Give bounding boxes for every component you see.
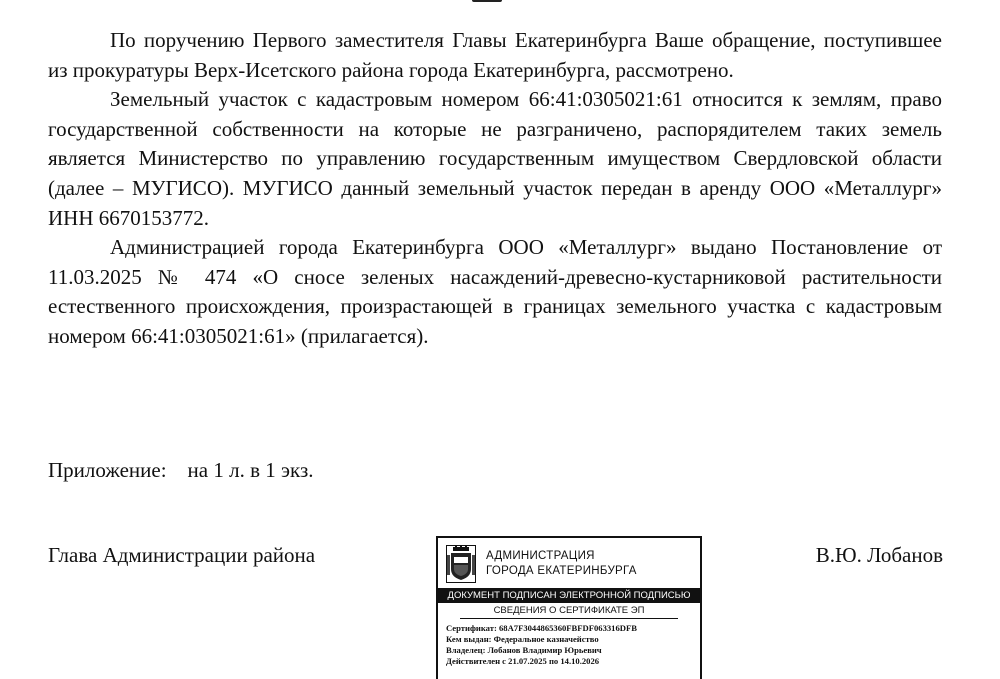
electronic-signature-stamp [436,536,702,679]
stamp-signed-banner: ДОКУМЕНТ ПОДПИСАН ЭЛЕКТРОННОЙ ПОДПИСЬЮ [438,588,700,603]
stamp-issuer: Кем выдан: Федеральное казначейство [446,634,599,644]
signer-position: Глава Администрации района [48,543,316,567]
stamp-certificate-number: Сертификат: 68A7F3044865360FBFDF063316DFB [446,623,637,633]
stamp-validity: Действителен с 21.07.2025 по 14.10.2026 [446,656,600,666]
page-top-edge-fragment [472,0,502,2]
stamp-details [438,619,700,667]
stamp-org-line-2: ГОРОДА ЕКАТЕРИНБУРГА [486,565,637,577]
stamp-owner: Владелец: Лобанов Владимир Юрьевич [446,645,602,655]
city-coat-of-arms-icon [446,545,476,583]
paragraph-1: По поручению Первого заместителя Главы Екатеринбурга Ваше обращение, поступившее из прокуратуры Верх-Исетского района города Екатеринбурга, рассмотрено. [48,28,942,82]
stamp-organization [486,549,637,579]
signer-name: В.Ю. Лобанов [815,543,943,567]
paragraph-3: Администрацией города Екатеринбурга ООО «Металлург» выдано Постановление от 11.03.2025 № 474 «О сносе зеленых насаждений-древесно-кустарниковой растительности естественного происхождения, произрастающей в границах земельного участка с кадастровым номером 66:41:0305021:61» (прилагается). [48,235,942,348]
letter-body [48,26,942,352]
attachment-label: Приложение: [48,458,167,482]
attachment-line [48,456,314,484]
stamp-header [438,538,700,586]
stamp-org-line-1: АДМИНИСТРАЦИЯ [486,550,595,562]
paragraph-2: Земельный участок с кадастровым номером 66:41:0305021:61 относится к землям, право государственной собственности на которые не разграничено, распорядителем таких земель является Министерство по управлению государственным имуществом Свердловской области (далее – МУГИСО). МУГИСО данный земельный участок передан в аренду ООО «Металлург» ИНН 6670153772. [48,87,942,230]
attachment-value: на 1 л. в 1 экз. [187,458,314,482]
stamp-certificate-title: СВЕДЕНИЯ О СЕРТИФИКАТЕ ЭП [460,604,678,619]
